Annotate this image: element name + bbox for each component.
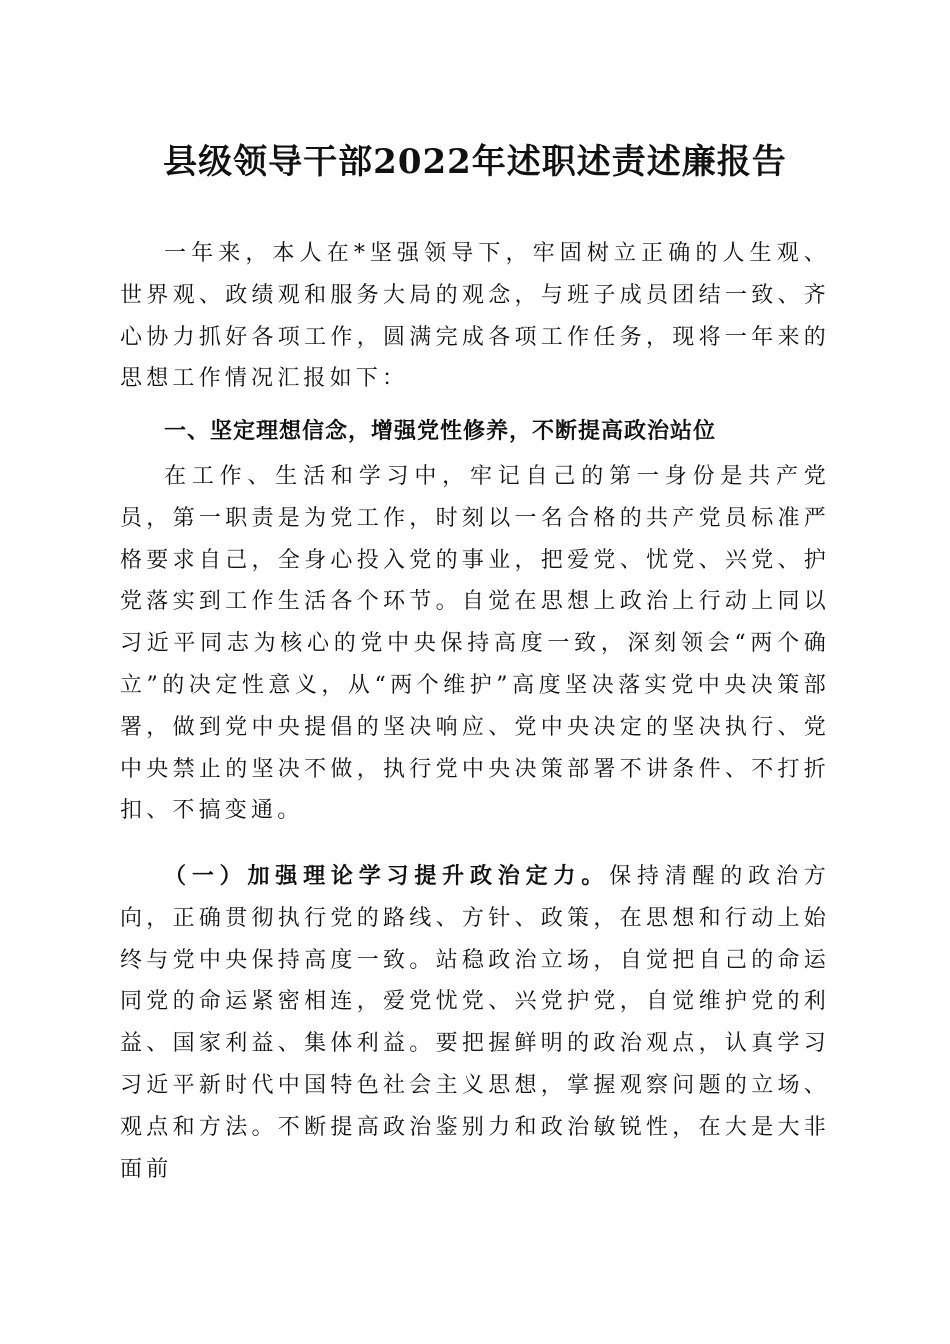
subsection-1-body: 保持清醒的政治方向，正确贯彻执行党的路线、方针、政策，在思想和行动上始终与党中央保持高度一致。站稳政治立场，自觉把自己的命运同党的命运紧密相连，爱党忧党、兴党护党，自觉维护党的利益、国家利益、集体利益。要把握鲜明的政治观点，认真学习习近平新时代中国特色社会主义思想，掌握观察问题的立场、观点和方法。不断提高政治鉴别力和政治敏锐性，在大是大非面前 (120, 864, 830, 1182)
section-1-paragraph: 在工作、生活和学习中，牢记自己的第一身份是共产党员，第一职责是为党工作，时刻以一名合格的共产党员标准严格要求自己，全身心投入党的事业，把爱党、忧党、兴党、护党落实到工作生活各个环节。自觉在思想上政治上行动上同以习近平同志为核心的党中央保持高度一致，深刻领会“两个确立”的决定性意义，从“两个维护”高度坚决落实党中央决策部署，做到党中央提倡的坚决响应、党中央决定的坚决执行、党中央禁止的坚决不做，执行党中央决策部署不讲条件、不打折扣、不搞变通。 (120, 464, 830, 824)
intro-paragraph: 一年来，本人在*坚强领导下，牢固树立正确的人生观、世界观、政绩观和服务大局的观念，与班子成员团结一致、齐心协力抓好各项工作，圆满完成各项工作任务，现将一年来的思想工作情况汇报如下： (120, 241, 830, 392)
document-title: 县级领导干部2022年述职述责述廉报告 (163, 142, 787, 182)
subsection-1-lead: （一）加强理论学习提升政治定力。 (164, 863, 610, 889)
subsection-1-paragraph (120, 856, 830, 1190)
section-heading-1: 一、坚定理想信念，增强党性修养，不断提高政治站位 (164, 419, 717, 444)
